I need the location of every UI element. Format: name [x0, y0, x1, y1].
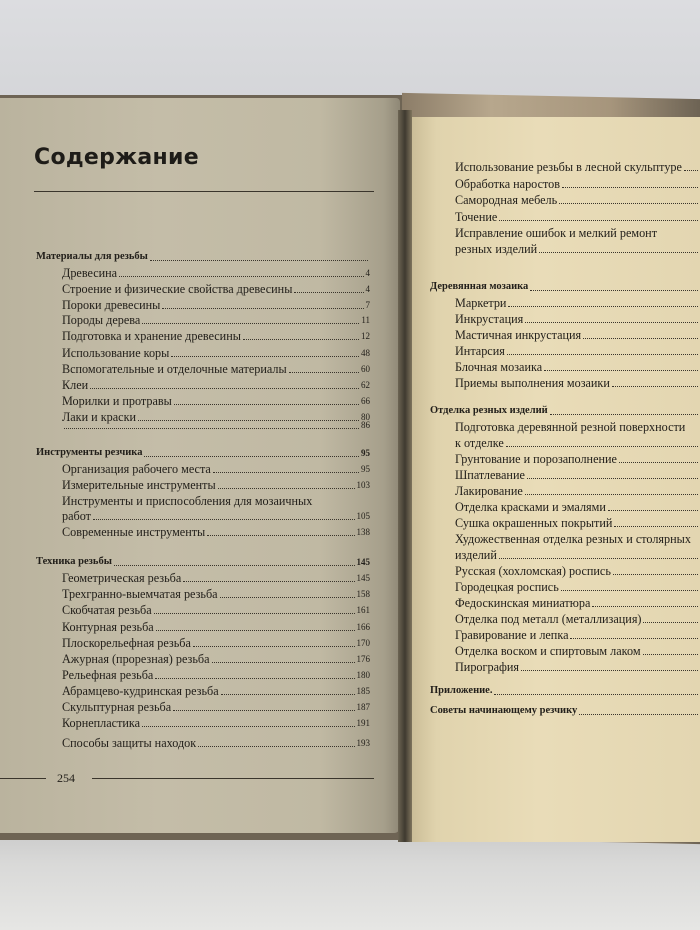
- toc-entry: [455, 360, 700, 374]
- toc-entry-label: Сушка окрашенных покрытий: [455, 516, 613, 530]
- toc-entry-page: 60: [361, 364, 370, 374]
- toc-section-heading: [430, 404, 700, 418]
- toc-entry: [455, 596, 700, 610]
- toc-entry: [455, 500, 700, 514]
- toc-entry-label: Русская (хохломская) роспись: [455, 564, 611, 578]
- toc-entry-page: 161: [356, 605, 370, 615]
- toc-entry: [455, 436, 700, 450]
- toc-entry: [62, 620, 370, 634]
- leader-dots: [544, 370, 698, 371]
- leader-dots: [592, 606, 698, 607]
- toc-entry-label: Абрамцево-кудринская резьба: [62, 684, 219, 698]
- toc-entry-label: Современные инструменты: [62, 525, 206, 539]
- leader-dots: [643, 622, 698, 623]
- toc-entry-label: Клеи: [62, 378, 89, 392]
- leader-dots: [289, 372, 359, 373]
- toc-entry-label: Мастичная инкрустация: [455, 328, 582, 342]
- leader-dots: [174, 404, 359, 405]
- leader-dots: [614, 526, 698, 527]
- toc-entry-label: Пирография: [455, 660, 520, 674]
- toc-entry: [455, 612, 700, 626]
- leader-dots: [570, 638, 698, 639]
- toc-entry-label: Плоскорельефная резьба: [62, 636, 191, 650]
- toc-entry-label: Использование резьбы в лесной скульптуре: [455, 160, 682, 174]
- toc-entry-label: Инструменты резчика: [36, 447, 143, 458]
- leader-dots: [619, 462, 698, 463]
- toc-section-heading: [36, 250, 370, 264]
- toc-entry-label: Деревянная мозаика: [430, 281, 529, 292]
- leader-dots: [507, 354, 698, 355]
- toc-entry: [62, 418, 370, 432]
- toc-entry-label: Морилки и протравы: [62, 394, 172, 408]
- leader-dots: [294, 292, 363, 293]
- toc-entry: [455, 580, 700, 594]
- toc-entry-page: 166: [356, 622, 370, 632]
- leader-dots: [150, 260, 368, 261]
- leader-dots: [684, 170, 698, 171]
- toc-entry-label: Инкрустация: [455, 312, 524, 326]
- leader-dots: [114, 565, 355, 566]
- page-title: Содержание: [34, 145, 199, 170]
- toc-entry-label: Древесина: [62, 266, 118, 280]
- toc-entry: [62, 298, 370, 312]
- toc-entry: [62, 329, 370, 343]
- toc-entry: [455, 564, 700, 578]
- toc-entry-label: Использование коры: [62, 346, 170, 360]
- toc-entry: [455, 210, 700, 224]
- leader-dots: [93, 519, 355, 520]
- leader-dots: [207, 535, 354, 536]
- toc-section-heading: [36, 555, 370, 569]
- toc-entry-page: 193: [356, 738, 370, 748]
- toc-entry-page: 86: [361, 420, 370, 430]
- toc-entry-page: 170: [356, 638, 370, 648]
- leader-dots: [561, 590, 698, 591]
- toc-entry: [455, 328, 700, 342]
- toc-entry: [62, 684, 370, 698]
- toc-entry-page: 4: [365, 284, 370, 294]
- leader-dots: [154, 613, 355, 614]
- toc-entry-label: Федоскинская миниатюра: [455, 596, 591, 610]
- leader-dots: [243, 339, 359, 340]
- leader-dots: [499, 558, 698, 559]
- toc-entry-page: 66: [361, 396, 370, 406]
- toc-entry-page: 105: [356, 511, 370, 521]
- toc-entry-label: Вспомогательные и отделочные материалы: [62, 362, 287, 376]
- toc-entry-page: 12: [361, 331, 370, 341]
- leader-dots: [183, 581, 354, 582]
- toc-entry: [455, 628, 700, 642]
- toc-entry: [62, 668, 370, 682]
- leader-dots: [613, 574, 698, 575]
- toc-entry-label: Инструменты и приспособления для мозаичных: [62, 494, 313, 508]
- toc-entry-label: Городецкая роспись: [455, 580, 559, 594]
- leader-dots: [171, 356, 359, 357]
- toc-entry: [62, 700, 370, 714]
- toc-entry-label: Отделка под металл (металлизация): [455, 612, 642, 626]
- toc-entry: [62, 313, 370, 327]
- toc-entry: [62, 462, 370, 476]
- leader-dots: [142, 726, 354, 727]
- leader-dots: [559, 203, 698, 204]
- page-number: 254: [57, 771, 75, 785]
- toc-section-heading: [36, 446, 370, 460]
- toc-entry-label: Советы начинающему резчику: [430, 705, 578, 716]
- toc-entry-page: 180: [356, 670, 370, 680]
- leader-dots: [156, 630, 355, 631]
- toc-entry-label: Скульптурная резьба: [62, 700, 172, 714]
- leader-dots: [119, 276, 363, 277]
- leader-dots: [162, 308, 363, 309]
- toc-entry-label: Интарсия: [455, 344, 505, 358]
- toc-entry-label: Гравирование и лепка: [455, 628, 569, 642]
- toc-entry-page: 103: [356, 480, 370, 490]
- toc-entry: [455, 226, 700, 240]
- toc-entry-label: Материалы для резьбы: [36, 251, 148, 262]
- toc-entry: [455, 532, 700, 546]
- toc-entry: [455, 516, 700, 530]
- leader-dots: [562, 187, 698, 188]
- toc-entry-label: Способы защиты находок: [62, 736, 197, 750]
- toc-entry-label: Самородная мебель: [455, 193, 558, 207]
- toc-entry-label: Подготовка и хранение древесины: [62, 329, 241, 343]
- leader-dots: [508, 306, 698, 307]
- toc-entry-page: 176: [356, 654, 370, 664]
- leader-dots: [525, 494, 698, 495]
- toc-entry-page: 48: [361, 348, 370, 358]
- toc-entry: [62, 571, 370, 585]
- leader-dots: [173, 710, 354, 711]
- toc-entry: [62, 362, 370, 376]
- toc-entry-page: 185: [356, 686, 370, 696]
- leader-dots: [550, 414, 698, 415]
- toc-entry: [62, 266, 370, 280]
- toc-entry-page: 4: [365, 268, 370, 278]
- leader-dots: [608, 510, 698, 511]
- toc-entry: [455, 420, 700, 434]
- toc-entry-label: Техника резьбы: [36, 556, 112, 567]
- toc-entry-page: 7: [365, 300, 370, 310]
- toc-entry: [455, 452, 700, 466]
- leader-dots: [155, 678, 354, 679]
- folio-rule-left: [0, 778, 46, 779]
- leader-dots: [525, 322, 698, 323]
- leader-dots: [521, 670, 698, 671]
- leader-dots: [579, 714, 698, 715]
- leader-dots: [212, 662, 355, 663]
- leader-dots: [218, 488, 355, 489]
- toc-entry-label: Художественная отделка резных и столярных: [455, 532, 691, 546]
- toc-entry: [62, 652, 370, 666]
- toc-entry: [455, 484, 700, 498]
- toc-entry-label: Лаки и краски: [62, 410, 137, 424]
- toc-entry-page: 158: [356, 589, 370, 599]
- toc-entry-label: Отделка красками и эмалями: [455, 500, 606, 514]
- toc-entry-label: Приемы выполнения мозаики: [455, 376, 610, 390]
- toc-entry-page: 62: [361, 380, 370, 390]
- leader-dots: [220, 597, 355, 598]
- toc-entry: [455, 644, 700, 658]
- leader-dots: [213, 472, 359, 473]
- toc-entry: [62, 509, 370, 523]
- leader-dots: [221, 694, 355, 695]
- toc-entry: [455, 312, 700, 326]
- toc-entry-label: Скобчатая резьба: [62, 603, 152, 617]
- toc-entry-page: 11: [361, 315, 370, 325]
- toc-entry: [455, 296, 700, 310]
- toc-entry-label: резных изделий: [455, 242, 538, 256]
- leader-dots: [506, 446, 698, 447]
- toc-entry: [455, 660, 700, 674]
- leader-dots: [90, 388, 359, 389]
- toc-entry-label: Контурная резьба: [62, 620, 154, 634]
- toc-entry-page: 95: [361, 448, 370, 458]
- toc-entry-label: работ: [62, 509, 91, 523]
- toc-entry: [455, 242, 700, 256]
- toc-entry: [62, 282, 370, 296]
- toc-section-heading: [430, 684, 700, 698]
- toc-entry-page: 145: [356, 573, 370, 583]
- toc-entry: [455, 376, 700, 390]
- folio-rule-right: [92, 778, 374, 779]
- leader-dots: [499, 220, 698, 221]
- toc-entry: [62, 525, 370, 539]
- toc-entry-label: Блочная мозаика: [455, 360, 543, 374]
- leader-dots: [527, 478, 698, 479]
- leader-dots: [198, 746, 354, 747]
- toc-entry: [62, 394, 370, 408]
- toc-entry-label: Отделка резных изделий: [430, 405, 548, 416]
- toc-entry-label: Приложение.: [430, 685, 493, 696]
- toc-entry-label: Лакирование: [455, 484, 523, 498]
- toc-entry: [62, 346, 370, 360]
- toc-entry: [455, 160, 700, 174]
- leader-dots: [583, 338, 698, 339]
- toc-entry: [62, 603, 370, 617]
- toc-entry-label: Геометрическая резьба: [62, 571, 182, 585]
- toc-entry-label: Грунтование и порозаполнение: [455, 452, 617, 466]
- toc-section-heading: [430, 280, 700, 294]
- toc-entry-label: Исправление ошибок и мелкий ремонт: [455, 226, 658, 240]
- leader-dots: [530, 290, 698, 291]
- toc-entry-label: Отделка воском и спиртовым лаком: [455, 644, 641, 658]
- toc-entry-page: 145: [356, 557, 370, 567]
- toc-entry: [455, 468, 700, 482]
- leader-dots: [193, 646, 355, 647]
- toc-entry: [62, 378, 370, 392]
- toc-entry-label: Строение и физические свойства древесины: [62, 282, 293, 296]
- leader-dots: [643, 654, 698, 655]
- toc-entry-label: Организация рабочего места: [62, 462, 211, 476]
- toc-entry: [455, 193, 700, 207]
- toc-entry: [62, 478, 370, 492]
- leader-dots: [494, 694, 698, 695]
- toc-entry-label: Пороки древесины: [62, 298, 161, 312]
- leader-dots: [539, 252, 698, 253]
- toc-entry-label: Ажурная (прорезная) резьба: [62, 652, 210, 666]
- leader-dots: [144, 456, 359, 457]
- toc-entry-page: 138: [356, 527, 370, 537]
- toc-entry: [455, 177, 700, 191]
- toc-entry-label: Измерительные инструменты: [62, 478, 216, 492]
- toc-entry-label: к отделке: [455, 436, 504, 450]
- toc-entry: [455, 548, 700, 562]
- toc-entry-label: Корнепластика: [62, 716, 141, 730]
- toc-entry-page: 95: [361, 464, 370, 474]
- toc-entry-label: Рельефная резьба: [62, 668, 154, 682]
- toc-entry: [455, 344, 700, 358]
- toc-entry-label: Породы дерева: [62, 313, 141, 327]
- leader-dots: [612, 386, 698, 387]
- toc-entry-label: Подготовка деревянной резной поверхности: [455, 420, 686, 434]
- leader-dots: [142, 323, 359, 324]
- toc-entry-label: Шпатлевание: [455, 468, 525, 482]
- toc-entry-page: 191: [356, 718, 370, 728]
- toc-entry-label: Обработка наростов: [455, 177, 561, 191]
- toc-section-heading: [430, 704, 700, 718]
- toc-entry: [62, 736, 370, 750]
- toc-entry: [62, 636, 370, 650]
- toc-entry-page: 80: [361, 412, 370, 422]
- toc-entry: [62, 587, 370, 601]
- toc-entry: [62, 494, 370, 508]
- leader-dots: [64, 428, 359, 429]
- toc-entry-label: Трехгранно-выемчатая резьба: [62, 587, 218, 601]
- toc-entry-label: Точение: [455, 210, 498, 224]
- toc-entry-label: изделий: [455, 548, 497, 562]
- toc-entry-page: 187: [356, 702, 370, 712]
- toc-entry-label: Маркетри: [455, 296, 507, 310]
- toc-entry: [62, 716, 370, 730]
